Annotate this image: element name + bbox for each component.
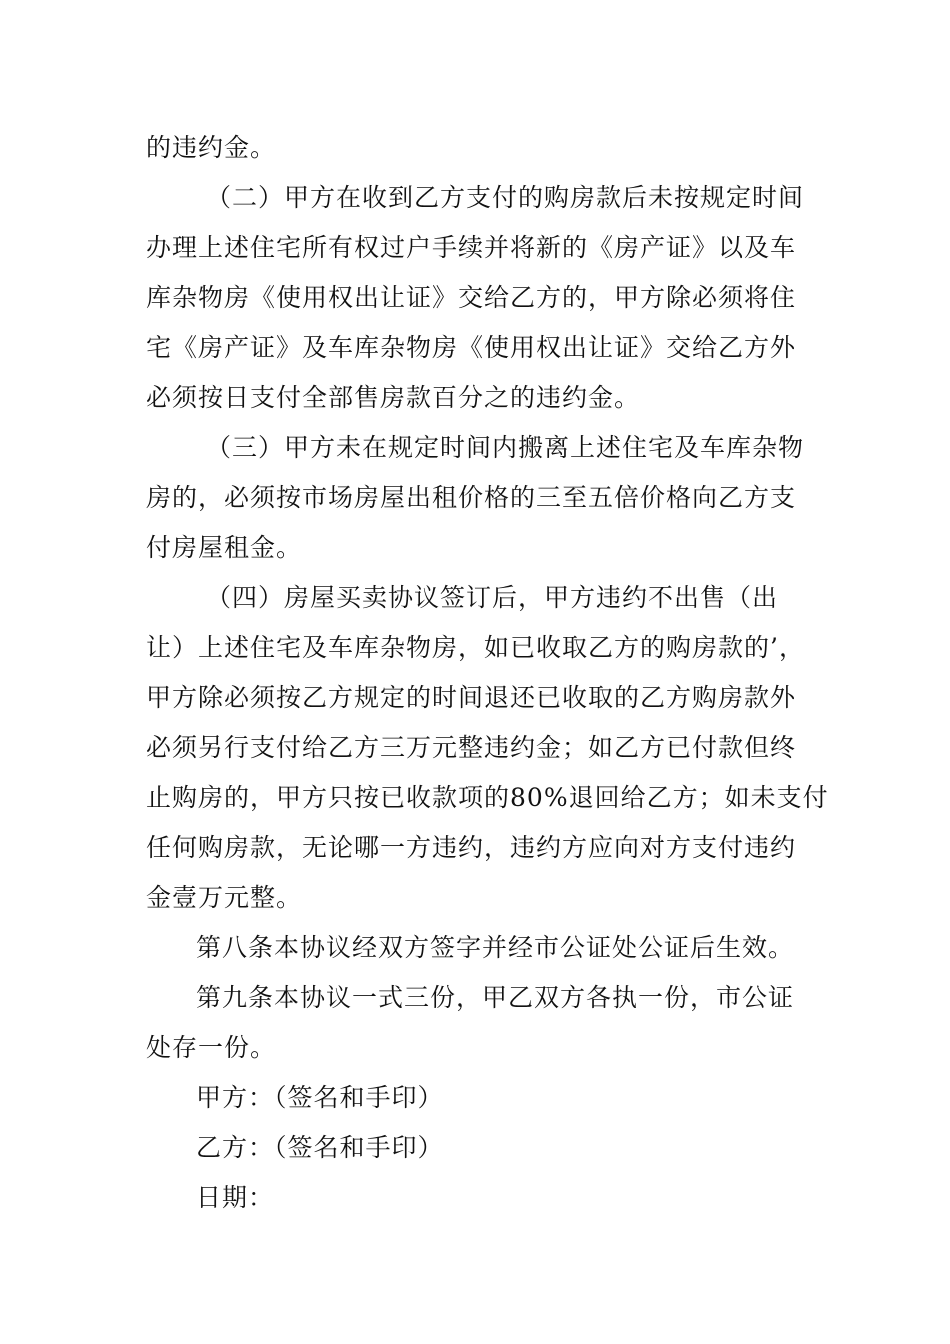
- clause-2-line-5: 必须按日支付全部售房款百分之的违约金。: [146, 383, 641, 412]
- clause-3-line-3: 付房屋租金。: [146, 533, 303, 562]
- clause-2-line-4: 宅《房产证》及车库杂物房《使用权出让证》交给乙方外: [146, 333, 797, 362]
- clause-2-line-3: 库杂物房《使用权出让证》交给乙方的，甲方除必须将住: [146, 283, 797, 312]
- clause-4-line-1: （四）房屋买卖协议签订后，甲方违约不出售（出: [206, 583, 779, 612]
- article-9-line-1: 第九条本协议一式三份，甲乙双方各执一份，市公证: [196, 983, 795, 1012]
- date-label: 日期：: [196, 1183, 275, 1212]
- clause-2-line-1: （二）甲方在收到乙方支付的购房款后未按规定时间: [206, 183, 805, 212]
- clause-4-line-6: 任何购房款，无论哪一方违约，违约方应向对方支付违约: [146, 833, 797, 862]
- clause-4-line-5: 止购房的，甲方只按已收款项的80%退回给乙方；如未支付: [146, 783, 829, 812]
- clause-2-line-2: 办理上述住宅所有权过户手续并将新的《房产证》以及车: [146, 233, 797, 262]
- clause-3-line-1: （三）甲方未在规定时间内搬离上述住宅及车库杂物: [206, 433, 805, 462]
- clause-4-line-2: 让）上述住宅及车库杂物房，如已收取乙方的购房款的’，: [146, 633, 805, 662]
- clause-4-line-4: 必须另行支付给乙方三万元整违约金；如乙方已付款但终: [146, 733, 797, 762]
- party-a-signature: 甲方：（签名和手印）: [196, 1083, 444, 1112]
- article-9-line-2: 处存一份。: [146, 1033, 277, 1062]
- text-line-1: 的违约金。: [146, 133, 277, 162]
- party-b-signature: 乙方：（签名和手印）: [196, 1133, 444, 1162]
- article-8: 第八条本协议经双方签字并经市公证处公证后生效。: [196, 933, 795, 962]
- clause-4-line-7: 金壹万元整。: [146, 883, 303, 912]
- clause-4-line-3: 甲方除必须按乙方规定的时间退还已收取的乙方购房款外: [146, 683, 797, 712]
- clause-3-line-2: 房的，必须按市场房屋出租价格的三至五倍价格向乙方支: [146, 483, 797, 512]
